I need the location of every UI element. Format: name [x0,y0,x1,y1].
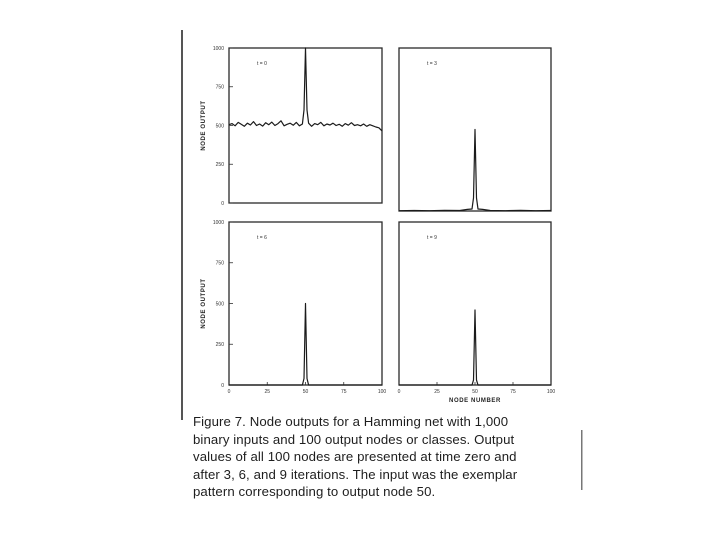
y-tick-label: 0 [221,382,224,389]
x-tick-label: 75 [340,389,347,395]
series-line [399,310,551,385]
y-tick-label: 500 [215,301,224,308]
iteration-label: t = 0 [257,61,267,67]
x-tick-label: 25 [264,389,271,395]
caption-line: Figure 7. Node outputs for a Hamming net with 1,000 [193,414,509,429]
chart-panels [201,46,555,404]
y-tick-label: 250 [215,162,224,169]
iteration-label: t = 3 [427,61,437,67]
x-tick-label: 0 [397,389,401,395]
x-axis-label: NODE NUMBER [449,398,501,404]
y-tick-label: 750 [215,84,224,91]
y-tick-label: 250 [215,342,224,349]
y-tick-label: 1000 [212,219,224,226]
y-tick-label: 0 [221,200,224,207]
iteration-label: t = 9 [427,235,437,241]
chart-panel-top-left [201,46,382,207]
x-tick-label: 100 [377,389,387,395]
figure-caption [193,413,583,501]
plot-frame [399,222,551,385]
series-line [399,130,551,211]
chart-panel-bottom-right [398,222,556,404]
y-tick-label: 500 [215,123,224,130]
caption-line: pattern corresponding to output node 50. [193,484,436,500]
x-tick-label: 100 [546,389,556,395]
caption-line: values of all 100 nodes are presented at time zero and [193,449,517,465]
page-edge-left [181,30,183,420]
x-tick-label: 25 [434,389,440,395]
x-tick-label: 50 [302,389,309,395]
caption-line: after 3, 6, and 9 iterations. The input was the exemplar [193,466,518,482]
y-tick-label: 1000 [212,45,224,52]
series-line [229,48,382,131]
chart-panel-top-right [399,48,551,211]
iteration-label: t = 6 [257,235,267,241]
x-tick-label: 0 [227,389,231,395]
x-tick-label: 50 [472,389,478,395]
caption-line: binary inputs and 100 output nodes or classes. Output [193,431,515,447]
x-tick-label: 75 [510,389,516,395]
y-axis-label: NODE OUTPUT [201,278,207,329]
series-line [229,304,382,386]
y-axis-label: NODE OUTPUT [201,100,207,151]
y-tick-label: 750 [215,260,224,267]
chart-panel-bottom-left [201,220,386,395]
